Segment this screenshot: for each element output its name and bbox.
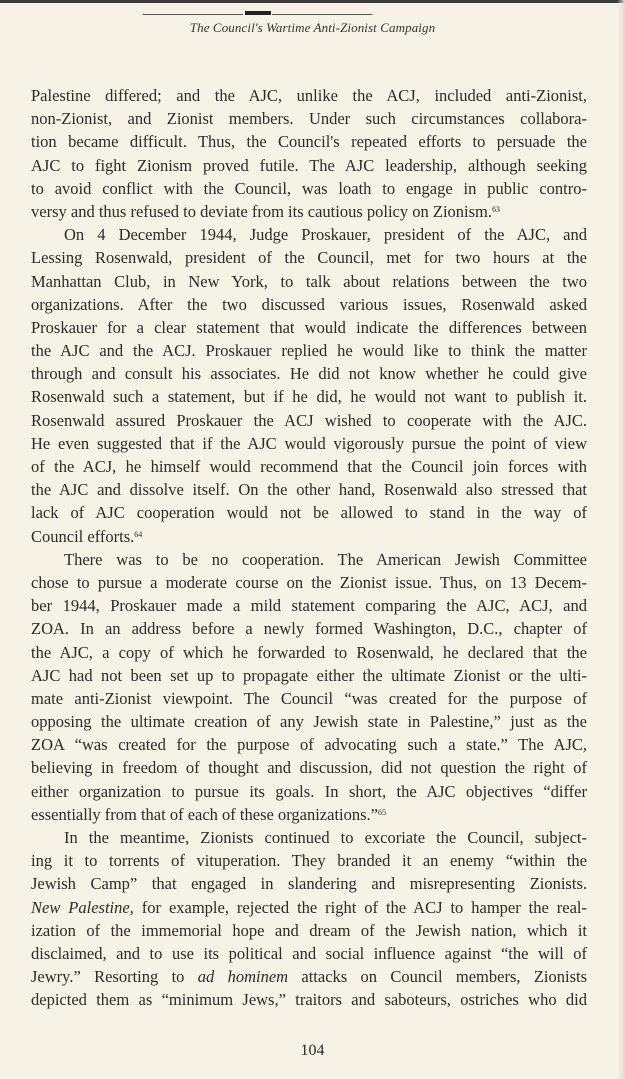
text-line: ZOA “was created for the purpose of advocating such a state.” The AJC, [31,735,587,755]
running-head: The Council's Wartime Anti-Zionist Campaign [189,20,436,35]
text-line: Council efforts.$^{64}$ [31,526,143,546]
text-line: essentially from that of each of these organizations.”$^{65}$ [31,804,386,824]
body-text [31,84,587,1012]
header-rule-ornament [245,11,271,15]
text-line: the AJC and the ACJ. Proskauer replied he would like to think the matter [31,341,587,361]
italic-phrase: ad hominem [197,967,289,987]
footnote-marker[interactable]: 65 [378,807,386,817]
text-line: Jewry.” Resorting to ad hominem attacks on Council members, Zionists [31,967,587,987]
text-line: disclaimed, and to use its political and social influence against “the will of [31,943,587,963]
text-line: ZOA. In an address before a newly formed Washington, D.C., chapter of [31,619,587,639]
text-line: ing it to torrents of vituperation. They branded it an enemy “within the [31,851,587,871]
text-line: the AJC, a copy of which he forwarded to Rosenwald, he declared that the [31,642,587,662]
text-line: Rosenwald assured Proskauer the ACJ wished to cooperate with the AJC. [31,410,587,430]
text-line: chose to pursue a moderate course on the Zionist issue. Thus, on 13 Decem- [31,572,587,592]
text-line: ization of the immemorial hope and dream of the Jewish nation, which it [31,920,587,940]
text-line: tion became difficult. Thus, the Council's repeated efforts to persuade the [31,132,587,152]
top-border [0,0,625,3]
text-line: Lessing Rosenwald, president of the Council, met for two hours at the [31,248,587,268]
text-line: AJC to fight Zionism proved futile. The AJC leadership, although seeking [31,155,587,175]
italic-title: New Palestine, [31,897,134,917]
text-line: believing in freedom of thought and discussion, did not question the right of [31,758,587,778]
text-line: AJC had not been set up to propagate either the ultimate Zionist or the ulti- [31,665,587,685]
text-line: of the ACJ, he himself would recommend that the Council join forces with [31,457,587,476]
text-line: non-Zionist, and Zionist members. Under such circumstances collabora- [31,109,587,129]
text-line: either organization to pursue its goals. In short, the AJC objectives “differ [31,781,587,801]
text-line: ber 1944, Proskauer made a mild statement comparing the AJC, ACJ, and [31,596,587,616]
text-line: Proskauer for a clear statement that would indicate the differences between [31,317,587,337]
text-line: to avoid conflict with the Council, was loath to engage in public contro- [31,178,587,198]
footnote-marker[interactable]: 63 [492,204,500,214]
footnote-marker[interactable]: 64 [134,529,143,539]
text-line: On 4 December 1944, Judge Proskauer, president of the AJC, and [64,225,587,245]
text-line: versy and thus refused to deviate from its cautious policy on Zionism.$^{63}$ [31,201,500,221]
page-edge-shadow [617,0,625,1079]
page-number: 104 [300,1042,325,1059]
text-line: Manhattan Club, in New York, to talk about relations between the two [31,271,587,291]
text-line: depicted them as “minimum Jews,” traitors and saboteurs, ostriches who did [31,990,587,1010]
text-line: Palestine differed; and the AJC, unlike the ACJ, included anti-Zionist, [31,86,587,105]
text-line: He even suggested that if the AJC would vigorously pursue the point of view [31,433,587,453]
text-line: mate anti-Zionist viewpoint. The Council “was created for the purpose of [31,688,587,708]
header-rule-right [272,14,372,15]
text-line: organizations. After the two discussed various issues, Rosenwald asked [31,294,587,314]
text-line: opposing the ultimate creation of any Jewish state in Palestine,” just as the [31,712,587,732]
text-line: Jewish Camp” that engaged in slandering and misrepresenting Zionists. [31,874,587,894]
text-line: In the meantime, Zionists continued to excoriate the Council, subject- [64,828,587,847]
text-line: the AJC and dissolve itself. On the other hand, Rosenwald also stressed that [31,480,587,500]
text-line: There was to be no cooperation. The American Jewish Committee [64,549,587,569]
text-line: Rosenwald such a statement, but if he did, he would not want to publish it. [31,387,587,407]
text-line: through and consult his associates. He did not know whether he could give [31,364,587,384]
header-rule-left [143,14,243,15]
text-line: lack of AJC cooperation would not be allowed to stand in the way of [31,503,587,523]
text-line: New Palestine, for example, rejected the right of the ACJ to hamper the real- [31,897,587,917]
